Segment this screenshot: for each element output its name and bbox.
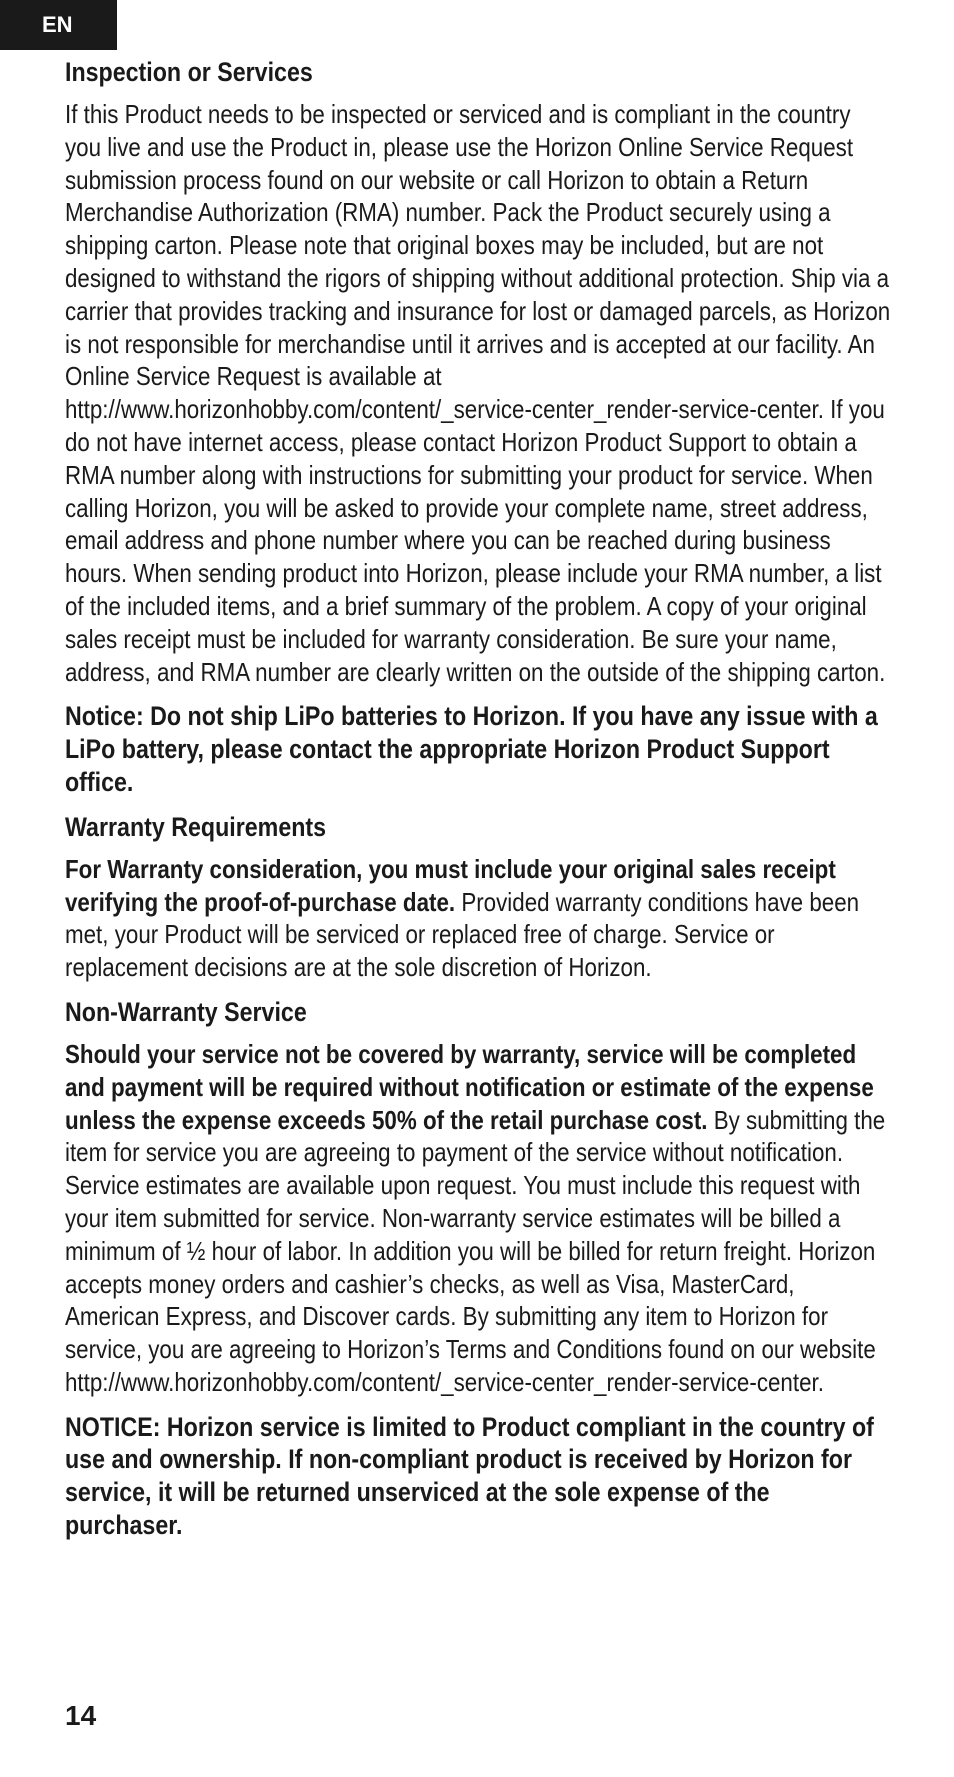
warranty-bold-lead: For Warranty consideration, you must include your original sales receipt verifying the proof-of-purchase date. — [65, 853, 836, 917]
warranty-paragraph — [65, 853, 891, 984]
non-warranty-paragraph — [65, 1038, 891, 1399]
non-warranty-bold-lead: Should your service not be covered by warranty, service will be completed and payment will be required without notification or estimate of the expense unless the expense exceeds 50% of the retail purchase cost. — [65, 1038, 874, 1135]
page-number: 14 — [65, 1700, 97, 1731]
warranty-body-text: Provided warranty conditions have been met, your Product will be serviced or replaced free of charge. Service or replacement decisions are at the sole discretion of Horizon. — [65, 886, 860, 983]
non-warranty-heading: Non-Warranty Service — [65, 996, 307, 1027]
non-warranty-body-text: By submitting the item for service you are agreeing to payment of the service without notification. Service estimates are available upon request. You must include this request with your item submitted for service. Non-warranty service estimates will be billed a minimum of ½ hour of labor. In addition you will be billed for return freight. Horizon accepts money orders and cashier’s checks, as well as Visa, MasterCard, American Express, and Discover cards. By submitting any item to Horizon for service, you are agreeing to Horizon’s Terms and Conditions found on our website http://www.horizonhobby.com/content/_service-center_render-service-center. — [65, 1104, 886, 1397]
warranty-heading: Warranty Requirements — [65, 811, 327, 842]
compliance-notice: NOTICE: Horizon service is limited to Product compliant in the country of use and ownership. If non-compliant product is received by Horizon for service, it will be returned unserviced at the sole expense of the purchaser. — [65, 1411, 874, 1541]
inspection-heading: Inspection or Services — [65, 57, 313, 87]
lipo-notice: Notice: Do not ship LiPo batteries to Horizon. If you have any issue with a LiPo battery, please contact the appropriate Horizon Product Support office. — [65, 701, 878, 797]
inspection-paragraph: If this Product needs to be inspected or serviced and is compliant in the country you live and use the Product in, please use the Horizon Online Service Request submission process found on our website or call Horizon to obtain a Return Merchandise Authorization (RMA) number. Pack the Product securely using a shipping carton. Please note that original boxes may be included, but are not designed to withstand the rigors of shipping without additional protection. Ship via a carrier that provides tracking and insurance for lost or damaged parcels, as Horizon is not responsible for merchandise until it arrives and is accepted at our facility. An Online Service Request is available at http://www.horizonhobby.com/content/_service-center_render-service-center. If you do not have internet access, please contact Horizon Product Support to obtain a RMA number along with instructions for submitting your product for service. When calling Horizon, you will be asked to provide your complete name, street address, email address and phone number where you can be reached during business hours. When sending product into Horizon, please include your RMA number, a list of the included items, and a brief summary of the problem. A copy of your original sales receipt must be included for warranty consideration. Be sure your name, address, and RMA number are clearly written on the outside of the shipping carton. — [65, 99, 891, 687]
document-body — [65, 56, 891, 1554]
language-tab: EN — [0, 0, 117, 50]
